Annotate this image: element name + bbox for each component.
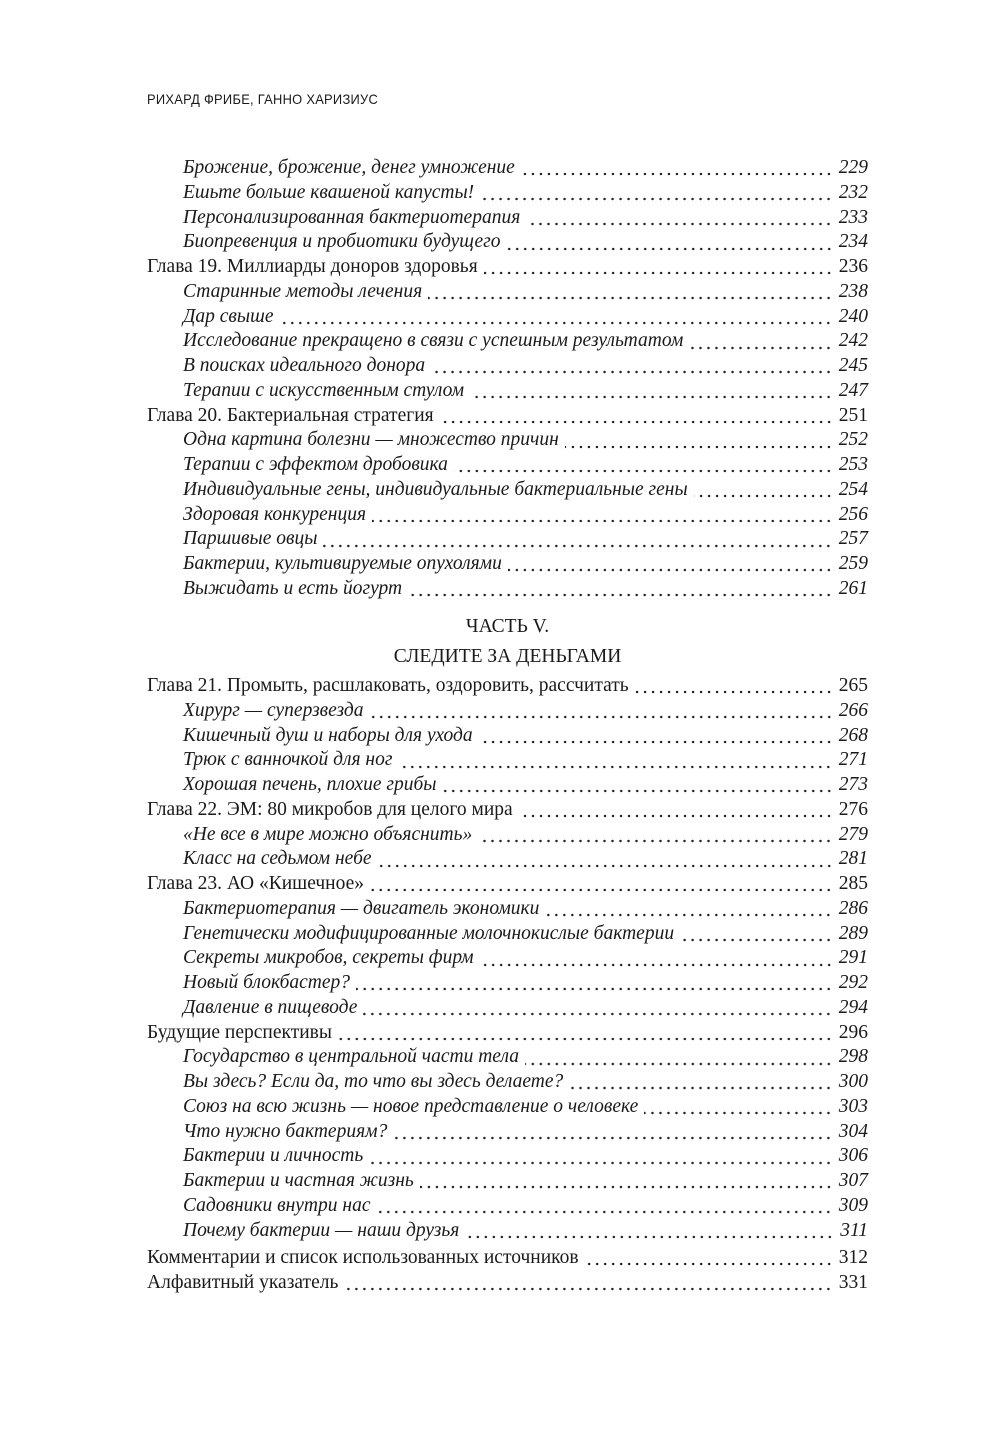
toc-subsection-entry[interactable] [147, 1070, 868, 1095]
dot-leader [565, 444, 833, 450]
entry-page: 289 [838, 922, 868, 944]
toc-subsection-entry[interactable] [147, 156, 868, 181]
toc-subsection-entry[interactable] [147, 1169, 868, 1194]
entry-title: Трюк с ванночкой для ног [183, 749, 393, 771]
entry-page: 331 [838, 1271, 868, 1293]
entry-title: Выжидать и есть йогурт [183, 577, 403, 599]
dot-leader [525, 1061, 833, 1067]
toc-subsection-entry[interactable] [147, 577, 868, 602]
dot-leader [363, 1011, 832, 1017]
dot-leader [508, 567, 833, 573]
entry-title: Бактерии и личность [183, 1145, 364, 1167]
dot-leader [370, 714, 833, 720]
dot-leader [369, 1160, 833, 1166]
entry-page: 285 [838, 873, 868, 894]
entry-title: Глава 23. АО «Кишечное» [147, 873, 365, 894]
dot-leader [480, 196, 833, 202]
toc-subsection-entry[interactable] [147, 1045, 868, 1070]
dot-leader [279, 320, 832, 326]
entry-title: Паршивые овцы [183, 528, 318, 550]
toc-chapter-entry[interactable] [147, 1271, 868, 1296]
entry-page: 312 [838, 1247, 868, 1268]
entry-title: Одна картина болезни — множество причин [183, 429, 559, 451]
dot-leader [694, 493, 833, 499]
entry-page: 247 [838, 379, 868, 401]
entry-page: 238 [838, 280, 868, 302]
dot-leader [478, 838, 833, 844]
dot-leader [470, 394, 833, 400]
dot-leader [569, 1085, 833, 1091]
entry-page: 242 [838, 330, 868, 352]
entry-page: 276 [838, 798, 868, 820]
entry-page: 257 [838, 528, 868, 550]
dot-leader [443, 788, 833, 794]
entry-title: Давление в пищеводе [183, 996, 358, 1018]
dot-leader [585, 1261, 833, 1267]
entry-title: Глава 20. Бактериальная стратегия [147, 404, 434, 426]
toc-chapter-entry[interactable] [147, 872, 868, 897]
entry-page: 233 [838, 206, 868, 228]
entry-page: 279 [838, 823, 868, 845]
running-header: РИХАРД ФРИБЕ, ГАННО ХАРИЗИУС [147, 91, 379, 107]
entry-title: Брожение, брожение, денег умножение [183, 157, 515, 178]
entry-page: 311 [840, 1219, 868, 1241]
dot-leader [420, 1184, 833, 1190]
dot-leader [372, 518, 833, 524]
entry-title: Старинные методы лечения [183, 280, 423, 302]
entry-title: Садовники внутри нас [183, 1194, 371, 1216]
entry-page: 286 [838, 897, 868, 919]
dot-leader [378, 863, 833, 869]
entry-page: 265 [838, 675, 868, 696]
entry-page: 291 [838, 947, 868, 969]
part-number: ЧАСТЬ V. [465, 616, 550, 637]
toc-subsection-entry[interactable] [147, 428, 868, 453]
toc-subsection-entry[interactable] [147, 996, 868, 1021]
entry-title: Вы здесь? Если да, то что вы здесь делаете? [183, 1071, 564, 1092]
entry-page: 271 [838, 749, 868, 771]
entry-page: 298 [838, 1046, 868, 1068]
toc-subsection-entry[interactable] [147, 1194, 868, 1219]
entry-title: Класс на седьмом небе [183, 848, 372, 870]
dot-leader [376, 1209, 832, 1215]
entry-title: Почему бактерии — наши друзья [183, 1219, 460, 1241]
dot-leader [635, 689, 833, 695]
toc-subsection-entry[interactable] [147, 699, 868, 724]
entry-title: Бактериотерапия — двигатель экономики [183, 897, 540, 919]
entry-page: 266 [838, 699, 868, 721]
toc-subsection-entry[interactable] [147, 773, 868, 798]
entry-title: Алфавитный указатель [147, 1271, 339, 1293]
entry-title: Терапии с эффектом дробовика [183, 454, 448, 475]
toc-subsection-entry[interactable] [147, 971, 868, 996]
entry-title: Комментарии и список использованных источников [147, 1247, 579, 1268]
entry-page: 254 [838, 478, 868, 500]
dot-leader [428, 295, 833, 301]
entry-title: «Не все в мире можно объяснить» [183, 823, 473, 845]
toc-subsection-entry[interactable] [147, 922, 868, 947]
entry-title: Кишечный душ и наборы для ухода [183, 724, 473, 746]
dot-leader [465, 1234, 834, 1240]
entry-title: Глава 21. Промыть, расшлаковать, оздоровить, рассчитать [147, 675, 629, 696]
toc-subsection-entry[interactable] [147, 724, 868, 749]
toc-subsection-entry[interactable] [147, 206, 868, 231]
toc-subsection-entry[interactable] [147, 847, 868, 872]
entry-title: Глава 19. Миллиарды доноров здоровья [147, 256, 478, 277]
entry-page: 236 [838, 256, 868, 277]
toc-subsection-entry[interactable] [147, 379, 868, 404]
toc-section-1 [147, 156, 868, 602]
entry-title: Персонализированная бактериотерапия [183, 206, 521, 228]
toc-subsection-entry[interactable] [147, 527, 868, 552]
part-title: СЛЕДИТЕ ЗА ДЕНЬГАМИ [393, 646, 622, 667]
dot-leader [393, 1135, 832, 1141]
entry-title: Индивидуальные гены, индивидуальные бактериальные гены [183, 478, 688, 500]
toc-chapter-entry[interactable] [147, 674, 868, 699]
dot-leader [521, 171, 833, 177]
dot-leader [526, 221, 832, 227]
entry-page: 229 [838, 157, 868, 178]
entry-title: Глава 22. ЭМ: 80 микробов для целого мира [147, 798, 513, 820]
dot-leader [356, 986, 833, 992]
entry-title: Биопревенция и пробиотики будущего [183, 231, 501, 253]
toc-subsection-entry[interactable] [147, 748, 868, 773]
toc-chapter-entry[interactable] [147, 404, 868, 429]
toc-subsection-entry[interactable] [147, 946, 868, 971]
toc-subsection-entry[interactable] [147, 1120, 868, 1145]
entry-title: Хирург — суперзвезда [183, 699, 364, 721]
dot-leader [454, 468, 833, 474]
toc-subsection-entry[interactable] [147, 503, 868, 528]
entry-title: Терапии с искусственным стулом [183, 379, 465, 401]
dot-leader [440, 419, 833, 425]
dot-leader [480, 962, 833, 968]
dot-leader [680, 937, 833, 943]
entry-page: 259 [838, 553, 868, 574]
entry-title: Дар свыше [183, 305, 274, 327]
toc-chapter-entry[interactable] [147, 798, 868, 823]
toc-subsection-entry[interactable] [147, 354, 868, 379]
entry-page: 245 [838, 355, 868, 376]
dot-leader [338, 1036, 833, 1042]
toc-subsection-entry[interactable] [147, 1219, 868, 1244]
entry-page: 256 [838, 503, 868, 525]
entry-title: Государство в центральной части тела [183, 1046, 519, 1068]
entry-title: Генетически модифицированные молочнокислые бактерии [183, 922, 675, 944]
entry-page: 294 [838, 996, 868, 1018]
entry-title: Хорошая печень, плохие грибы [183, 774, 437, 795]
entry-page: 281 [838, 848, 868, 870]
entry-title: Будущие перспективы [147, 1021, 332, 1043]
toc-subsection-entry[interactable] [147, 1095, 868, 1120]
toc-subsection-entry[interactable] [147, 823, 868, 848]
dot-leader [519, 813, 833, 819]
entry-title: Здоровая конкуренция [183, 503, 367, 525]
toc-subsection-entry[interactable] [147, 453, 868, 478]
entry-page: 253 [838, 454, 868, 475]
dot-leader [431, 369, 833, 375]
entry-title: Новый блокбастер? [183, 972, 351, 993]
toc-chapter-entry[interactable] [147, 255, 868, 280]
toc-subsection-entry[interactable] [147, 552, 868, 577]
entry-page: 304 [838, 1120, 868, 1142]
toc-subsection-entry[interactable] [147, 329, 868, 354]
toc-subsection-entry[interactable] [147, 1144, 868, 1169]
entry-page: 240 [838, 305, 868, 327]
entry-page: 268 [838, 724, 868, 746]
entry-title: Ешьте больше квашеной капусты! [183, 181, 475, 203]
entry-page: 292 [838, 972, 868, 993]
toc-subsection-entry[interactable] [147, 280, 868, 305]
toc-chapter-entry[interactable] [147, 1021, 868, 1046]
entry-title: Бактерии и частная жизнь [183, 1170, 414, 1191]
entry-page: 296 [838, 1021, 868, 1043]
toc-section-back [147, 1246, 868, 1296]
toc-subsection-entry[interactable] [147, 305, 868, 330]
entry-page: 261 [838, 577, 868, 599]
entry-page: 303 [838, 1095, 868, 1117]
entry-page: 309 [838, 1194, 868, 1216]
toc-subsection-entry[interactable] [147, 181, 868, 206]
entry-title: Исследование прекращено в связи с успешным результатом [183, 330, 684, 352]
entry-title: Союз на всю жизнь — новое представление о человеке [183, 1095, 639, 1117]
dot-leader [398, 764, 832, 770]
entry-page: 234 [838, 231, 868, 253]
entry-page: 252 [838, 429, 868, 451]
entry-page: 307 [838, 1170, 868, 1191]
toc-subsection-entry[interactable] [147, 230, 868, 255]
dot-leader [408, 592, 833, 598]
dot-leader [323, 543, 832, 549]
dot-leader [344, 1286, 832, 1292]
entry-page: 306 [838, 1145, 868, 1167]
toc-subsection-entry[interactable] [147, 478, 868, 503]
entry-title: Бактерии, культивируемые опухолями [183, 553, 502, 574]
entry-title: Секреты микробов, секреты фирм [183, 947, 474, 969]
toc-section-2 [147, 674, 868, 1243]
dot-leader [545, 912, 832, 918]
toc-subsection-entry[interactable] [147, 897, 868, 922]
dot-leader [370, 887, 833, 893]
dot-leader [484, 270, 833, 276]
entry-page: 232 [838, 181, 868, 203]
dot-leader [479, 739, 833, 745]
entry-title: Что нужно бактериям? [183, 1120, 388, 1142]
dot-leader [689, 345, 832, 351]
toc-chapter-entry[interactable] [147, 1246, 868, 1271]
dot-leader [644, 1110, 832, 1116]
entry-page: 300 [838, 1071, 868, 1092]
entry-page: 251 [838, 404, 868, 426]
entry-title: В поисках идеального донора [183, 355, 426, 376]
dot-leader [507, 246, 833, 252]
entry-page: 273 [838, 774, 868, 795]
